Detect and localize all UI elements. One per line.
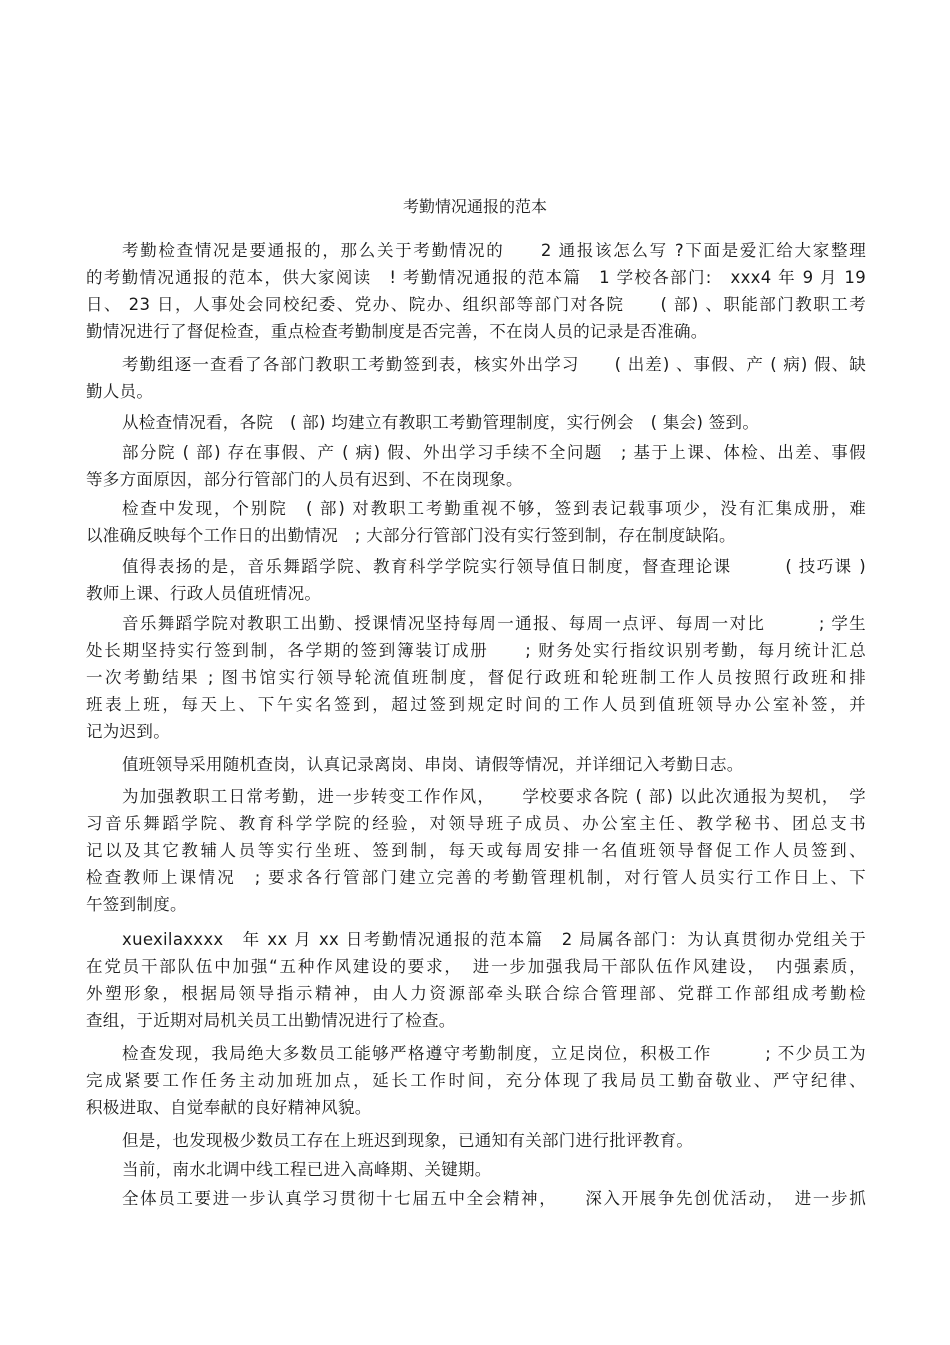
paragraph-line: 班表上班，每天上、下午实名签到，超过签到规定时间的工作人员到值班领导办公室补签，并 [86, 695, 866, 714]
paragraph-line: 习音乐舞蹈学院、教育科学学院的经验，对领导班子成员、办公室主任、教学秘书、团总支书 [86, 814, 866, 833]
paragraph-line: 在党员干部队伍中加强“五种作风建设的要求， 进一步加强我局干部队伍作风建设， 内强素质， [86, 957, 866, 976]
paragraph-line: 考勤组逐一查看了各部门教职工考勤签到表，核实外出学习 ( 出差) 、事假、产 ( 病) 假、缺 [122, 355, 866, 374]
paragraph-line: 查组，于近期对局机关员工出勤情况进行了检查。 [86, 1011, 456, 1030]
paragraph-line: 为加强教职工日常考勤，进一步转变工作作风， 学校要求各院 ( 部) 以此次通报为契机， 学 [122, 787, 866, 806]
paragraph-line: 外塑形象，根据局领导指示精神，由人力资源部牵头联合综合管理部、党群工作部组成考勤检 [86, 984, 866, 1003]
paragraph-line: 当前，南水北调中线工程已进入高峰期、关键期。 [122, 1160, 492, 1179]
paragraph-line: 值班领导采用随机查岗，认真记录离岗、串岗、请假等情况，并详细记入考勤日志。 [122, 755, 744, 774]
paragraph-line: 全体员工要进一步认真学习贯彻十七届五中全会精神， 深入开展争先创优活动， 进一步抓 [122, 1189, 866, 1208]
paragraph-line: 检查发现，我局绝大多数员工能够严格遵守考勤制度，立足岗位，积极工作 ; 不少员工为 [122, 1044, 866, 1063]
paragraph-line: 一次考勤结果 ; 图书馆实行领导轮流值班制度，督促行政班和轮班制工作人员按照行政班和排 [86, 668, 866, 687]
paragraph-line: 值得表扬的是，音乐舞蹈学院、教育科学学院实行领导值日制度，督查理论课 ( 技巧课 ) [122, 557, 866, 576]
paragraph-line: 检查教师上课情况 ; 要求各行管部门建立完善的考勤管理机制，对行管人员实行工作日上、下 [86, 868, 866, 887]
paragraph-line: 从检查情况看，各院 ( 部) 均建立有教职工考勤管理制度，实行例会 ( 集会) 签到。 [122, 413, 760, 432]
paragraph-line: 教师上课、行政人员值班情况。 [86, 584, 322, 603]
paragraph-line: 日、 23 日，人事处会同校纪委、党办、院办、组织部等部门对各院 ( 部) 、职能部门教职工考 [86, 295, 866, 314]
paragraph-line: 等多方面原因，部分行管部门的人员有迟到、不在岗现象。 [86, 470, 523, 489]
paragraph-line: 音乐舞蹈学院对教职工出勤、授课情况坚持每周一通报、每周一点评、每周一对比 ; 学生 [122, 614, 866, 633]
paragraph-line: 完成紧要工作任务主动加班加点，延长工作时间，充分体现了我局员工勤奋敬业、严守纪律、 [86, 1071, 866, 1090]
paragraph-line: 勤情况进行了督促检查，重点检查考勤制度是否完善，不在岗人员的记录是否准确。 [86, 322, 708, 341]
paragraph-line: 的考勤情况通报的范本，供大家阅读 ! 考勤情况通报的范本篇 1 学校各部门: xxx4 年 9 月 19 [86, 268, 866, 287]
paragraph-line: 记为迟到。 [86, 722, 170, 741]
paragraph-line: 午签到制度。 [86, 895, 187, 914]
paragraph-line: 检查中发现，个别院 ( 部) 对教职工考勤重视不够，签到表记载事项少，没有汇集成册，难 [122, 499, 866, 518]
paragraph-line: 处长期坚持实行签到制，各学期的签到簿装订成册 ; 财务处实行指纹识别考勤，每月统计汇总 [86, 641, 866, 660]
paragraph-line: 以准确反映每个工作日的出勤情况 ; 大部分行管部门没有实行签到制，存在制度缺陷。 [86, 526, 736, 545]
paragraph-line: 积极进取、自觉奉献的良好精神风貌。 [86, 1098, 372, 1117]
paragraph-line: 勤人员。 [86, 382, 154, 401]
document-title: 考勤情况通报的范本 [402, 197, 547, 216]
paragraph-line: 部分院 ( 部) 存在事假、产 ( 病) 假、外出学习手续不全问题 ; 基于上课、体检、出差、事假 [122, 443, 866, 462]
paragraph-line: 但是，也发现极少数员工存在上班迟到现象，已通知有关部门进行批评教育。 [122, 1131, 694, 1150]
paragraph-line: 记以及其它教辅人员等实行坐班、签到制，每天或每周安排一名值班领导督促工作人员签到、 [86, 841, 866, 860]
paragraph-line: xuexilaxxxx 年 xx 月 xx 日考勤情况通报的范本篇 2 局属各部门：为认真贯彻办党组关于 [122, 930, 866, 949]
paragraph-line: 考勤检查情况是要通报的，那么关于考勤情况的 2 通报该怎么写 ?下面是爱汇给大家整理 [122, 241, 866, 260]
